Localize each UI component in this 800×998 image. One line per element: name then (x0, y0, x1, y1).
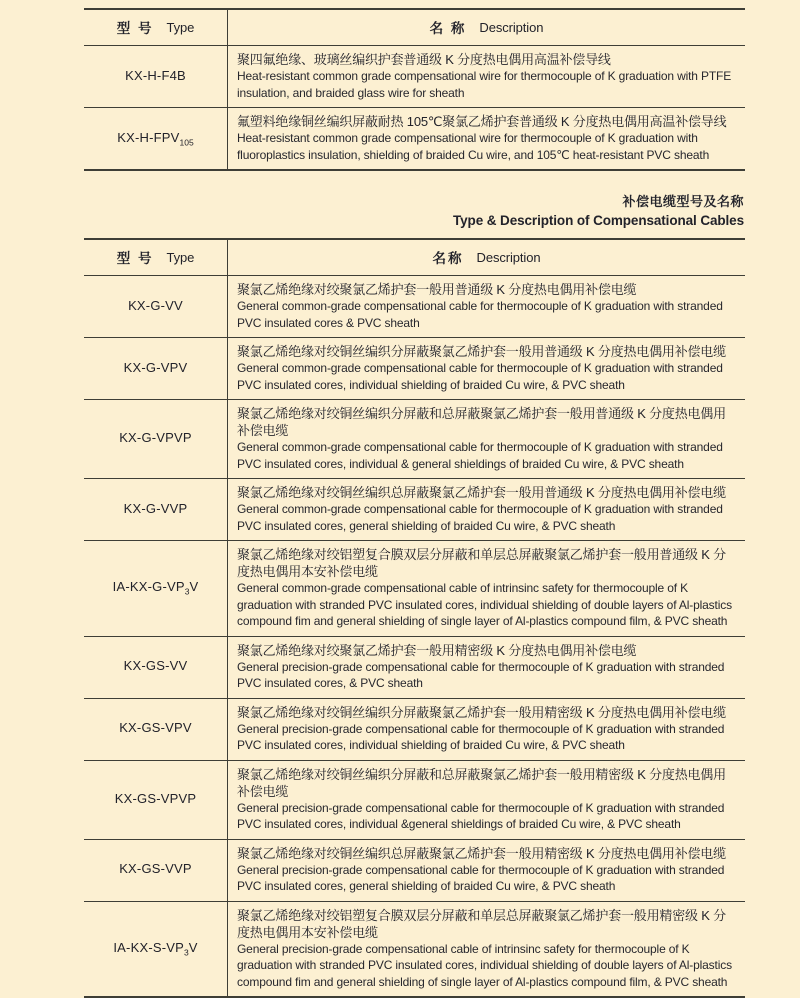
type-code: KX-GS-VVP (119, 861, 192, 877)
description-cn: 聚氯乙烯绝缘对绞铜丝编织分屏蔽和总屏蔽聚氯乙烯护套一般用精密级 K 分度热电偶用补偿电缆 (237, 766, 726, 799)
type-code: $KX-H-FPV_{105}$ (117, 129, 194, 148)
description-cn: 聚氯乙烯绝缘对绞铜丝编织分屏蔽和总屏蔽聚氯乙烯护套一般用普通级 K 分度热电偶用补偿电缆 (237, 406, 726, 438)
description-cell (228, 637, 745, 698)
description-cn: 聚氯乙烯绝缘对绞聚氯乙烯护套一般用普通级 K 分度热电偶用补偿电缆 (237, 282, 637, 297)
description-cell (228, 276, 745, 337)
description-en: General common-grade compensational cable for thermocouple of K graduation with stranded PVC insulated cores, general shielding of braided Cu wire, & PVC sheath (237, 502, 723, 533)
header-desc-label-en: Description (479, 19, 544, 35)
description-cn: 聚氯乙烯绝缘对绞铜丝编织分屏蔽聚氯乙烯护套一般用精密级 K 分度热电偶用补偿电缆 (237, 704, 726, 720)
description-en: General precision-grade compensational cable of intrinsinc safety for thermocouple of K graduation with stranded PVC insulated cores, individual shielding of double layers of Al-plastics compound fim and general shielding of single layer of Al-plastics compound film, & PVC sheath (237, 941, 732, 989)
description-en: General common-grade compensational cable of intrinsinc safety for thermocouple of K graduation with stranded PVC insulated cores, individual shielding of double layers of Al-plastics compound fim and general shielding of single layer of Al-plastics compound film, & PVC sheath (237, 581, 732, 628)
description-en: General precision-grade compensational cable for thermocouple of K graduation with stranded PVC insulated cores, & PVC sheath (237, 659, 725, 690)
section-title-cn: 补偿电缆型号及名称 (622, 194, 744, 209)
header-desc-label-en: Description (476, 249, 541, 265)
section-title (84, 191, 744, 228)
type-cell (84, 338, 228, 399)
description-cell (228, 338, 745, 399)
description-en: General common-grade compensational cable for thermocouple of K graduation with stranded PVC insulated cores, individual shielding of braided Cu wire, & PVC sheath (237, 361, 723, 392)
description-cell (228, 400, 745, 478)
type-code: KX-G-VVP (123, 500, 188, 516)
type-code: KX-H-F4B (125, 67, 186, 83)
description-cell (228, 479, 745, 540)
table-row (84, 636, 745, 698)
description-cell (228, 699, 745, 760)
header-desc-label-cn: 名称 (432, 251, 464, 266)
description-cell (228, 840, 745, 901)
type-cell (84, 479, 228, 540)
cable-table-header-row (84, 240, 745, 275)
cable-header-type-cell (84, 240, 228, 275)
description-en: General precision-grade compensational cable for thermocouple of K graduation with stranded PVC insulated cores, general shielding of braided Cu wire, & PVC sheath (237, 862, 725, 893)
description-cn: 聚氯乙烯绝缘对绞铜丝编织总屏蔽聚氯乙烯护套一般用普通级 K 分度热电偶用补偿电缆 (237, 485, 726, 500)
table-row (84, 478, 745, 540)
table-row (84, 337, 745, 399)
description-en: Heat-resistant common grade compensational wire for thermocouple of K graduation with fluoroplastics insulation, shielding of braided Cu wire, and 105℃ heat-resistant PVC sheath (237, 131, 710, 162)
wire-header-desc-cell (228, 10, 745, 45)
description-cn: 氟塑料绝缘铜丝编织屏蔽耐热 105℃聚氯乙烯护套普通级 K 分度热电偶用高温补偿导线 (237, 114, 727, 129)
table-row (84, 760, 745, 839)
description-cn: 聚氯乙烯绝缘对绞铜丝编织总屏蔽聚氯乙烯护套一般用精密级 K 分度热电偶用补偿电缆 (237, 845, 726, 861)
wire-table-header-row (84, 10, 745, 45)
section-title-en: Type & Description of Compensational Cables (453, 213, 744, 228)
table-row (84, 107, 745, 169)
header-desc-label-cn: 名 称 (429, 21, 467, 36)
description-cn: 聚四氟绝缘、玻璃丝编织护套普通级 K 分度热电偶用高温补偿导线 (237, 52, 611, 67)
table-row (84, 839, 745, 901)
wire-type-table (84, 8, 745, 171)
type-code: KX-GS-VPVP (114, 790, 197, 806)
type-code: $IA-KX-G-VP_3V$ (112, 579, 199, 598)
description-cell (228, 46, 745, 107)
type-code: KX-GS-VV (123, 658, 188, 674)
type-cell (84, 46, 228, 107)
table-row (84, 399, 745, 478)
type-cell (84, 400, 228, 478)
type-cell (84, 699, 228, 760)
type-code: KX-G-VV (128, 297, 183, 313)
type-code: $IA-KX-S-VP_3V$ (113, 939, 198, 958)
description-en: General precision-grade compensational cable for thermocouple of K graduation with stranded PVC insulated cores, individual &general shieldings of braided Cu wire, & PVC sheath (237, 800, 725, 831)
description-en: Heat-resistant common grade compensational wire for thermocouple of K graduation with PTFE insulation, and braided glass wire for sheath (237, 69, 732, 100)
type-code: KX-G-VPVP (119, 430, 192, 446)
type-cell (84, 761, 228, 839)
cable-type-table (84, 238, 745, 998)
table-row (84, 698, 745, 760)
description-en: General common-grade compensational cable for thermocouple of K graduation with stranded PVC insulated cores & PVC sheath (237, 299, 723, 330)
table-row (84, 275, 745, 337)
table-row (84, 45, 745, 107)
description-en: General precision-grade compensational cable for thermocouple of K graduation with stranded PVC insulated cores, individual shielding of braided Cu wire, & PVC sheath (237, 721, 725, 752)
description-cn: 聚氯乙烯绝缘对绞铝塑复合膜双层分屏蔽和单层总屏蔽聚氯乙烯护套一般用普通级 K 分度热电偶用本安补偿电缆 (237, 547, 726, 579)
type-cell (84, 840, 228, 901)
description-cn: 聚氯乙烯绝缘对绞聚氯乙烯护套一般用精密级 K 分度热电偶用补偿电缆 (237, 642, 637, 658)
description-cell (228, 541, 745, 636)
table-row (84, 540, 745, 636)
type-cell (84, 637, 228, 698)
header-type-label-en: Type (166, 249, 195, 265)
type-cell (84, 902, 228, 997)
table-row (84, 901, 745, 997)
type-code: KX-G-VPV (123, 359, 188, 375)
page-content (84, 0, 745, 998)
description-cn: 聚氯乙烯绝缘对绞铜丝编织分屏蔽聚氯乙烯护套一般用普通级 K 分度热电偶用补偿电缆 (237, 344, 726, 359)
type-cell (84, 108, 228, 169)
cable-header-desc-cell (228, 240, 745, 275)
header-type-label-en: Type (166, 19, 195, 35)
type-cell (84, 276, 228, 337)
description-en: General common-grade compensational cable for thermocouple of K graduation with stranded PVC insulated cores, individual & general shieldings of braided Cu wire, & PVC sheath (237, 440, 723, 471)
header-type-label-cn: 型 号 (116, 251, 154, 266)
header-type-label-cn: 型 号 (116, 21, 154, 36)
description-cell (228, 108, 745, 169)
type-code: KX-GS-VPV (119, 720, 192, 736)
description-cn: 聚氯乙烯绝缘对绞铝塑复合膜双层分屏蔽和单层总屏蔽聚氯乙烯护套一般用精密级 K 分度热电偶用本安补偿电缆 (237, 907, 726, 940)
description-cell (228, 902, 745, 997)
type-cell (84, 541, 228, 636)
wire-header-type-cell (84, 10, 228, 45)
description-cell (228, 761, 745, 839)
